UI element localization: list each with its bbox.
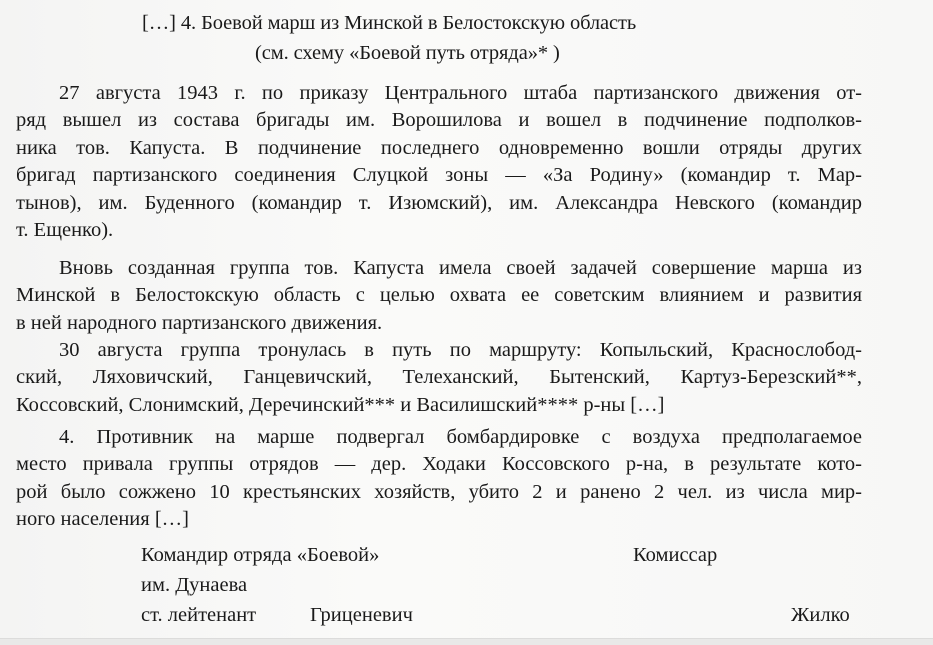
- section-subheading: (см. схему «Боевой путь отряда»* ): [255, 42, 560, 64]
- text-line: ский, Ляховичский, Ганцевичский, Телеханский, Бытенский, Картуз-Березский**,: [16, 366, 862, 389]
- text-line: т. Ещенко).: [16, 219, 114, 242]
- text-line: ряд вышел из состава бригады им. Ворошилова и вошел в подчинение подполков-: [16, 109, 862, 132]
- commander-title: Командир отряда «Боевой»: [141, 544, 380, 566]
- text-line: в ней народного партизанского движения.: [16, 311, 383, 334]
- text-line: 30 августа группа тронулась в путь по маршруту: Копыльский, Краснослобод-: [59, 339, 862, 361]
- text-line: Коссовский, Слонимский, Деречинский*** и Василишский**** р-ны […]: [16, 393, 665, 416]
- text-line: ника тов. Капуста. В подчинение последнего одновременно вошли отряды других: [16, 136, 862, 159]
- text-line: рой было сожжено 10 крестьянских хозяйств, убито 2 и ранено 2 чел. из числа мир-: [16, 480, 862, 503]
- text-line: место привала группы отрядов — дер. Ходаки Коссовского р-на, в результате кото-: [16, 453, 862, 476]
- commissar-title: Комиссар: [633, 544, 718, 566]
- text-line: Вновь созданная группа тов. Капуста имела своей задачей совершение марша из: [59, 257, 862, 279]
- paragraph-2: [16, 255, 862, 337]
- commissar-name: Жилко: [791, 604, 850, 626]
- text-line: ного населения […]: [16, 508, 189, 531]
- text-line: 27 августа 1943 г. по приказу Центрального штаба партизанского движения от-: [59, 82, 862, 104]
- text-line: тынов), им. Буденного (командир т. Изюмский), им. Александра Невского (командир: [16, 191, 862, 214]
- text-line: Минской в Белостокскую область с целью охвата ее советским влиянием и развития: [16, 284, 862, 307]
- commander-unit: им. Дунаева: [141, 574, 248, 596]
- section-heading: […] 4. Боевой марш из Минской в Белостокскую область: [142, 12, 637, 34]
- paragraph-1: [16, 80, 862, 244]
- text-line: 4. Противник на марше подвергал бомбардировке с воздуха предполагаемое: [59, 426, 862, 448]
- commander-name: Гриценевич: [310, 604, 413, 626]
- text-line: бригад партизанского соединения Слуцкой зоны — «За Родину» (командир т. Мар-: [16, 164, 862, 187]
- paragraph-4: [16, 424, 862, 534]
- commander-rank: ст. лейтенант: [141, 604, 257, 626]
- paragraph-3: [16, 337, 862, 419]
